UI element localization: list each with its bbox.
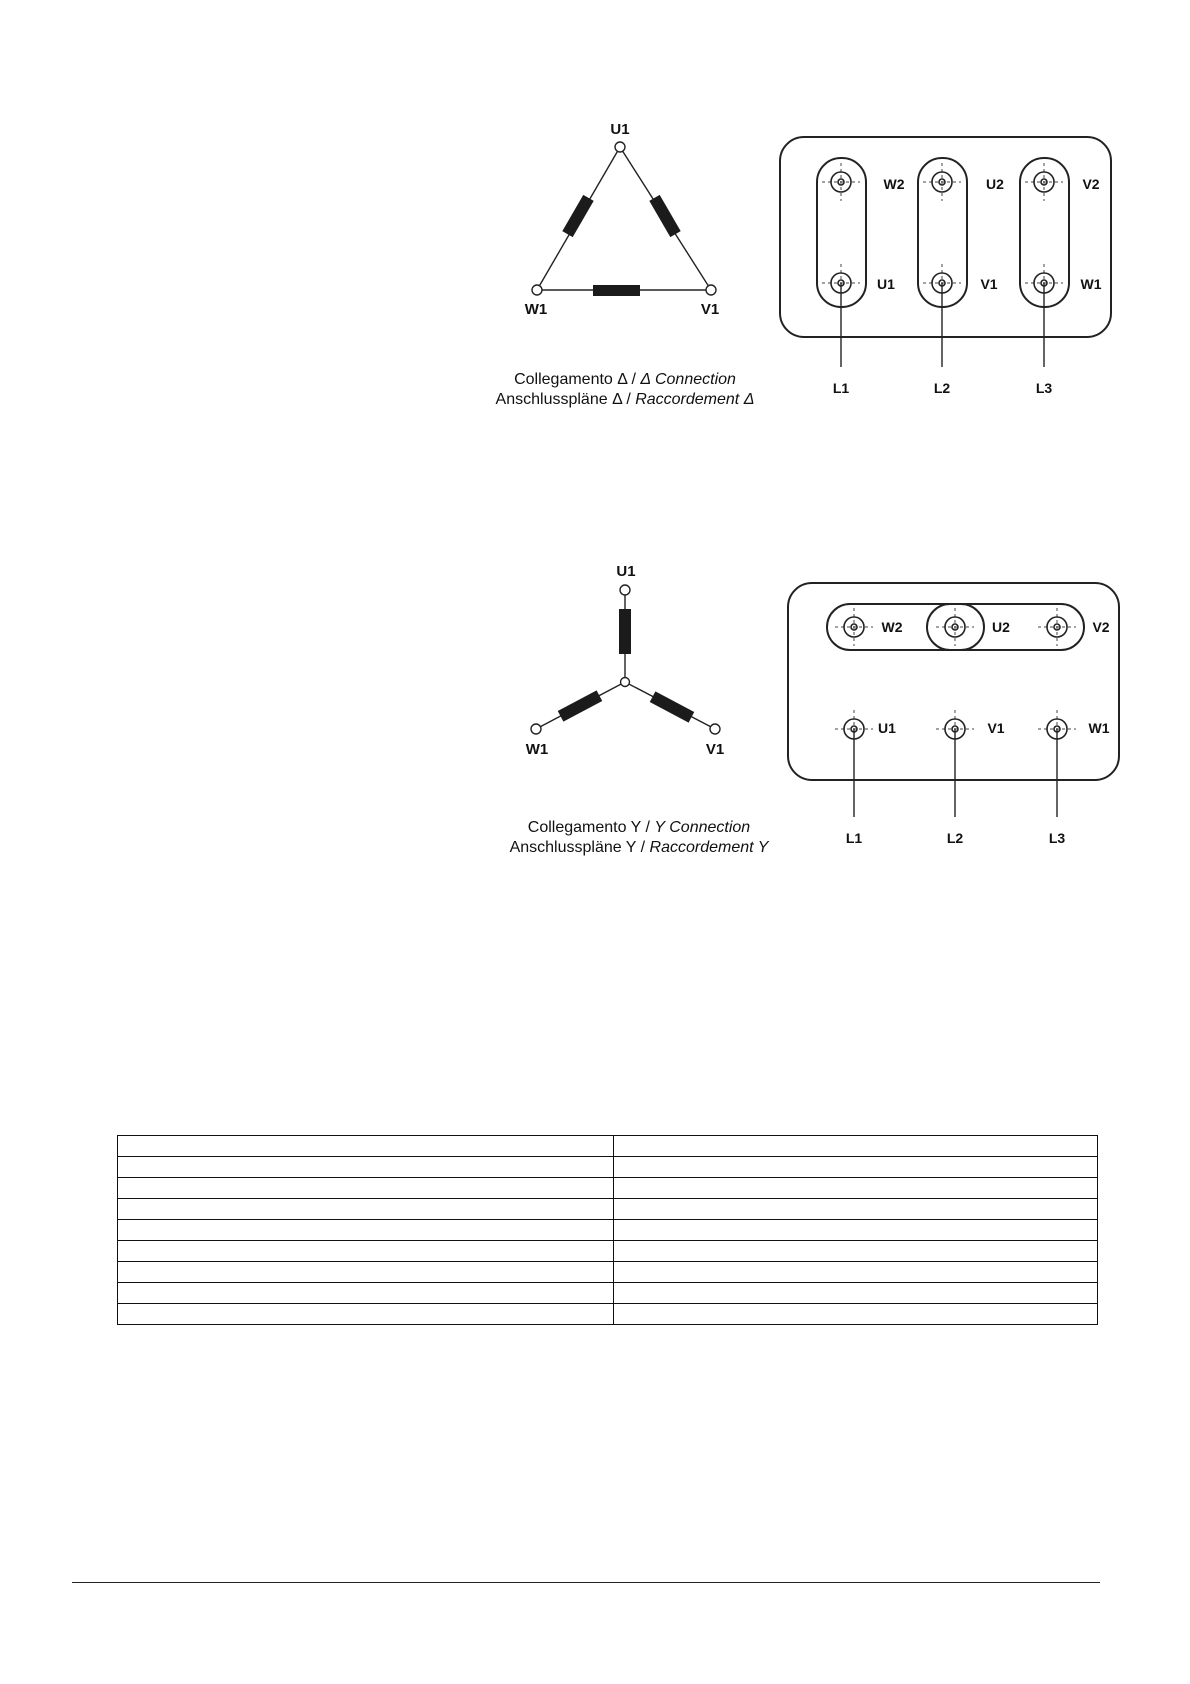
star-label-right: V1 <box>705 741 725 758</box>
table-cell <box>118 1262 614 1283</box>
star-node-left <box>531 724 541 734</box>
empty-data-table <box>117 1135 1098 1325</box>
star-terminal-box <box>788 583 1119 846</box>
terminal-stud <box>822 163 860 201</box>
delta-terminal-u1: U1 <box>877 276 895 292</box>
star-node-right <box>710 724 720 734</box>
terminal-stud <box>923 163 961 201</box>
star-label-left: W1 <box>525 741 549 758</box>
star-coil-right <box>650 691 694 722</box>
delta-coil-bottom <box>593 285 640 296</box>
table-cell <box>118 1157 614 1178</box>
star-terminal-u2: U2 <box>992 619 1010 635</box>
star-terminal-w2: W2 <box>881 619 903 635</box>
delta-label-left: W1 <box>524 301 548 318</box>
delta-terminal-v1: V1 <box>980 276 998 292</box>
star-line-l2: L2 <box>946 830 964 846</box>
table-cell <box>614 1199 1098 1220</box>
table-cell <box>614 1304 1098 1325</box>
delta-terminal-u2: U2 <box>986 176 1004 192</box>
star-center-node <box>621 678 630 687</box>
table-cell <box>118 1199 614 1220</box>
star-coil-top <box>619 609 631 654</box>
table-cell <box>614 1136 1098 1157</box>
delta-terminal-w2: W2 <box>883 176 905 192</box>
delta-label-right: V1 <box>700 301 720 318</box>
table-row <box>118 1262 1098 1283</box>
table-cell <box>118 1283 614 1304</box>
delta-node-right <box>706 285 716 295</box>
table-cell <box>614 1220 1098 1241</box>
table-row <box>118 1178 1098 1199</box>
star-line-l1: L1 <box>845 830 863 846</box>
star-terminal-v2: V2 <box>1092 619 1110 635</box>
delta-winding-diagram <box>496 121 755 408</box>
table-row <box>118 1241 1098 1262</box>
delta-coil-left <box>562 195 593 237</box>
table-cell <box>118 1178 614 1199</box>
star-winding-diagram <box>510 563 770 856</box>
table-row <box>118 1283 1098 1304</box>
footer-rule <box>72 1582 1100 1583</box>
table-row <box>118 1199 1098 1220</box>
star-caption-line1: Collegamento Y / Y Connection <box>527 819 751 836</box>
terminal-stud <box>936 608 974 646</box>
delta-terminal-box <box>780 137 1111 396</box>
table-cell <box>614 1241 1098 1262</box>
table-cell <box>118 1304 614 1325</box>
delta-node-left <box>532 285 542 295</box>
star-coil-left <box>558 690 602 721</box>
table-row <box>118 1220 1098 1241</box>
table-cell <box>614 1157 1098 1178</box>
table-cell <box>614 1262 1098 1283</box>
delta-caption-line2: Anschlusspläne Δ / Raccordement Δ <box>495 391 755 408</box>
star-node-top <box>620 585 630 595</box>
table-cell <box>614 1178 1098 1199</box>
table-row <box>118 1157 1098 1178</box>
star-terminal-v1: V1 <box>987 720 1005 736</box>
star-terminal-u1: U1 <box>878 720 896 736</box>
star-terminal-w1: W1 <box>1088 720 1110 736</box>
delta-line-l3: L3 <box>1035 380 1053 396</box>
terminal-stud <box>1038 608 1076 646</box>
star-line-l3: L3 <box>1048 830 1066 846</box>
terminal-box-outline <box>788 583 1119 780</box>
delta-terminal-v2: V2 <box>1082 176 1100 192</box>
table-row <box>118 1136 1098 1157</box>
delta-coil-right <box>649 195 680 237</box>
table-cell <box>118 1136 614 1157</box>
delta-caption-line1: Collegamento Δ / Δ Connection <box>514 371 736 388</box>
table-cell <box>614 1283 1098 1304</box>
table-cell <box>118 1220 614 1241</box>
terminal-stud <box>835 608 873 646</box>
star-label-top: U1 <box>616 563 636 580</box>
table-row <box>118 1304 1098 1325</box>
delta-label-top: U1 <box>610 121 630 138</box>
star-caption-line2: Anschlusspläne Y / Raccordement Y <box>509 839 769 856</box>
delta-line-l2: L2 <box>933 380 951 396</box>
terminal-stud <box>1025 163 1063 201</box>
table-cell <box>118 1241 614 1262</box>
delta-terminal-w1: W1 <box>1080 276 1102 292</box>
delta-line-l1: L1 <box>832 380 850 396</box>
delta-node-top <box>615 142 625 152</box>
